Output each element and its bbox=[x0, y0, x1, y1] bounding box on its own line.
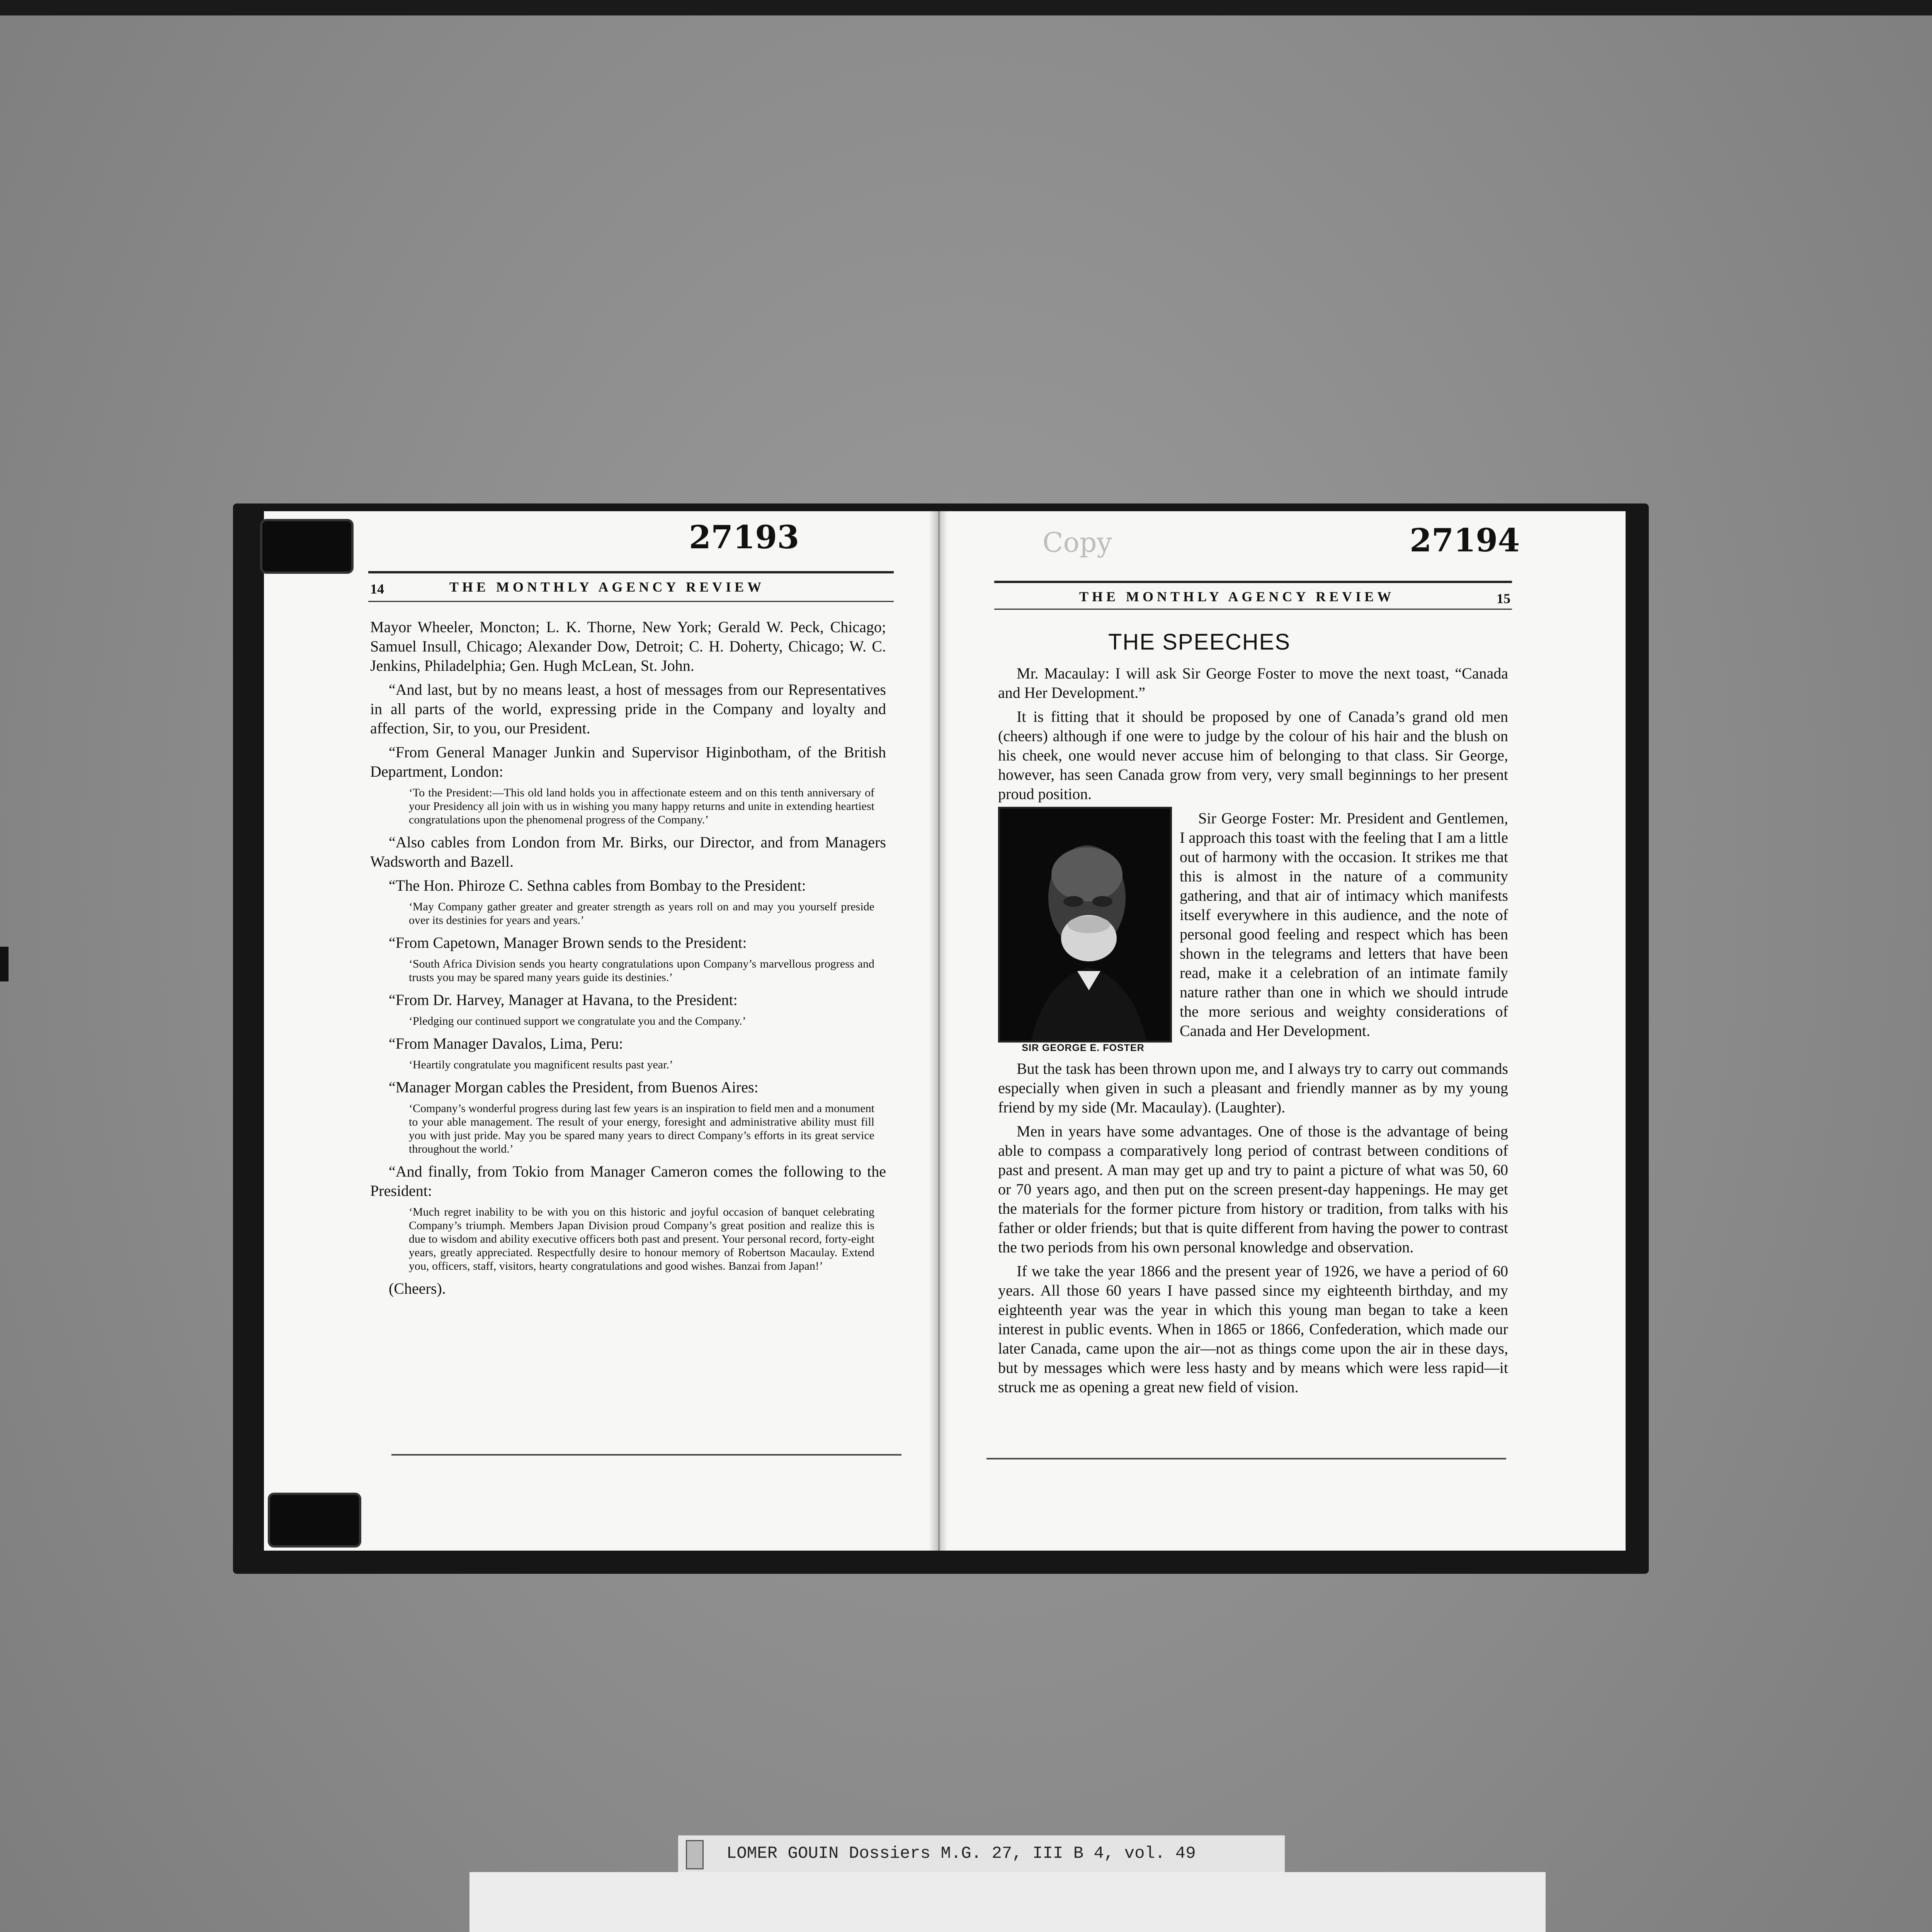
open-book bbox=[233, 503, 1649, 1574]
binder-clip-top bbox=[260, 519, 354, 574]
page-number-left: 14 bbox=[370, 581, 384, 597]
header-rule-right-bottom bbox=[994, 609, 1512, 610]
right-page bbox=[940, 511, 1626, 1551]
page-stamp-right: 27194 bbox=[1410, 522, 1520, 559]
cable-quote: ‘To the President:—This old land holds you in affectionate esteem and on this tenth anniversary of your Presidency all join with us in wishing you many happy returns and unite in extending heartiest congratulations upon the phenomenal progress of the Company.’ bbox=[409, 786, 874, 826]
cable-quote: ‘May Company gather greater and greater strength as years roll on and may you yourself preside over its destinies for years and years.’ bbox=[409, 900, 874, 927]
cable-quote: ‘Company’s wonderful progress during last few years is an inspiration to field men and a monument to your able management. The result of your energy, foresight and administrative ability must fill you with just pride. May you be spared many years to direct Company’s efforts in its great service throughout the world.’ bbox=[409, 1102, 874, 1155]
footer-rule-left bbox=[391, 1454, 901, 1456]
right-page-text bbox=[998, 1059, 1508, 1401]
paragraph: But the task has been thrown upon me, and I always try to carry out commands especially when given in such a pleasant and friendly manner as by my young friend by my side (Mr. Macaulay). (Laughter). bbox=[998, 1060, 1508, 1116]
page-stamp-left: 27193 bbox=[689, 519, 799, 556]
paragraph: “From Capetown, Manager Brown sends to the President: bbox=[389, 934, 747, 951]
cable-quote: ‘Pledging our continued support we congratulate you and the Company.’ bbox=[409, 1015, 746, 1027]
paragraph: “The Hon. Phiroze C. Sethna cables from Bombay to the President: bbox=[389, 877, 806, 894]
section-title: THE SPEECHES bbox=[1108, 629, 1291, 655]
paragraph: “From General Manager Junkin and Supervisor Higinbotham, of the British Department, London: bbox=[370, 743, 886, 780]
archive-label-card bbox=[469, 1872, 1546, 1932]
film-edge bbox=[0, 0, 1932, 15]
right-page-intro bbox=[998, 664, 1508, 808]
paragraph: “From Dr. Harvey, Manager at Havana, to the President: bbox=[389, 991, 738, 1009]
footer-rule-right bbox=[986, 1458, 1506, 1459]
cable-quote: ‘Heartily congratulate you magnificent results past year.’ bbox=[409, 1058, 673, 1071]
pin-icon bbox=[686, 1840, 704, 1869]
cable-quote: ‘South Africa Division sends you hearty congratulations upon Company’s marvellous progress and trusts you may be spared many years guide its destinies.’ bbox=[409, 957, 874, 984]
left-page bbox=[264, 511, 940, 1551]
text-beside-portrait bbox=[1180, 809, 1508, 1045]
paragraph: If we take the year 1866 and the present year of 1926, we have a period of 60 years. All those 60 years I have passed since my eighteenth birthday, and my eighteenth year was the year in which this young man began to take a keen interest in public events. When in 1865 or 1866, Confederation, which made our later Canada, came upon the air—not as things come upon the air in these days, but by messages which were less hasty and by means which were less rapid—it struck me as opening a great new field of vision. bbox=[998, 1262, 1508, 1396]
left-page-text bbox=[370, 617, 886, 1303]
paragraph: Mayor Wheeler, Moncton; L. K. Thorne, New York; Gerald W. Peck, Chicago; Samuel Insull, Chicago; Alexander Dow, Detroit; C. H. Doherty, Chicago; W. C. Jenkins, Philadelphia; Gen. Hugh McLean, St. John. bbox=[370, 618, 886, 674]
binder-clip-bottom bbox=[268, 1493, 361, 1548]
paragraph: “Also cables from London from Mr. Birks, our Director, and from Managers Wadsworth and Bazell. bbox=[370, 833, 886, 870]
paragraph: “And finally, from Tokio from Manager Cameron comes the following to the President: bbox=[370, 1163, 886, 1199]
portrait-image bbox=[1000, 809, 1170, 1041]
paragraph: It is fitting that it should be proposed by one of Canada’s grand old men (cheers) although if one were to judge by the colour of his hair and the blush on his cheek, one would never accuse him of belonging to that class. Sir George, however, has seen Canada grow from very, very small beginnings to her present proud position. bbox=[998, 708, 1508, 803]
paragraph: Sir George Foster: Mr. President and Gentlemen, I approach this toast with the feeling that I am a little out of harmony with the occasion. It strikes me that this is almost in the nature of a community gathering, and that air of intimacy which manifests itself everywhere in this audience, and the note of personal good feeling and respect which has been shown in the telegrams and letters that have been read, make it a celebration of an intimate family nature rather than one in which we should intrude the more serious and weighty considerations of Canada and Her Development. bbox=[1180, 810, 1508, 1039]
page-number-right: 15 bbox=[1497, 591, 1510, 606]
film-tab bbox=[0, 947, 9, 981]
closing-cheers: (Cheers). bbox=[389, 1280, 446, 1297]
portrait-caption: SIR GEORGE E. FOSTER bbox=[1022, 1043, 1145, 1053]
running-head-left: THE MONTHLY AGENCY REVIEW bbox=[449, 579, 765, 595]
paragraph: “From Manager Davalos, Lima, Peru: bbox=[389, 1035, 623, 1052]
catalog-reference: LOMER GOUIN Dossiers M.G. 27, III B 4, vol. 49 bbox=[726, 1844, 1196, 1863]
header-rule-left-bottom bbox=[368, 601, 894, 602]
paragraph: “Manager Morgan cables the President, from Buenos Aires: bbox=[389, 1078, 759, 1096]
header-rule-right bbox=[994, 581, 1512, 583]
header-rule-left bbox=[368, 571, 894, 573]
running-head-right: THE MONTHLY AGENCY REVIEW bbox=[1079, 589, 1395, 604]
paragraph: “And last, but by no means least, a host of messages from our Representatives in all parts of the world, expressing pride in the Company and loyalty and affection, Sir, to you, our President. bbox=[370, 681, 886, 737]
paragraph: Men in years have some advantages. One of those is the advantage of being able to compass a comparatively long period of contrast between conditions of past and present. A man may get up and try to paint a picture of what was 50, 60 or 70 years ago, and then put on the screen present-day happenings. He may get the materials for the former picture from history or tradition, from talks with his father or older friends; but that is quite different from having the power to contrast the two periods from his own personal knowledge and observation. bbox=[998, 1122, 1508, 1256]
portrait-photo bbox=[998, 807, 1172, 1043]
book-spine bbox=[929, 511, 948, 1551]
cable-quote: ‘Much regret inability to be with you on this historic and joyful occasion of banquet celebrating Company’s triumph. Members Japan Division proud Company’s great position and realize this is due to wisdom and ability executive officers both past and present. Your personal record, forty-eight years, greatly appreciated. Respectfully desire to honour memory of Robertson Macaulay. Extend you, officers, staff, visitors, hearty congratulations and good wishes. Banzai from Japan!’ bbox=[409, 1206, 874, 1272]
faint-stamp: Copy bbox=[1043, 527, 1112, 558]
paragraph: Mr. Macaulay: I will ask Sir George Foster to move the next toast, “Canada and Her Development.” bbox=[998, 665, 1508, 701]
